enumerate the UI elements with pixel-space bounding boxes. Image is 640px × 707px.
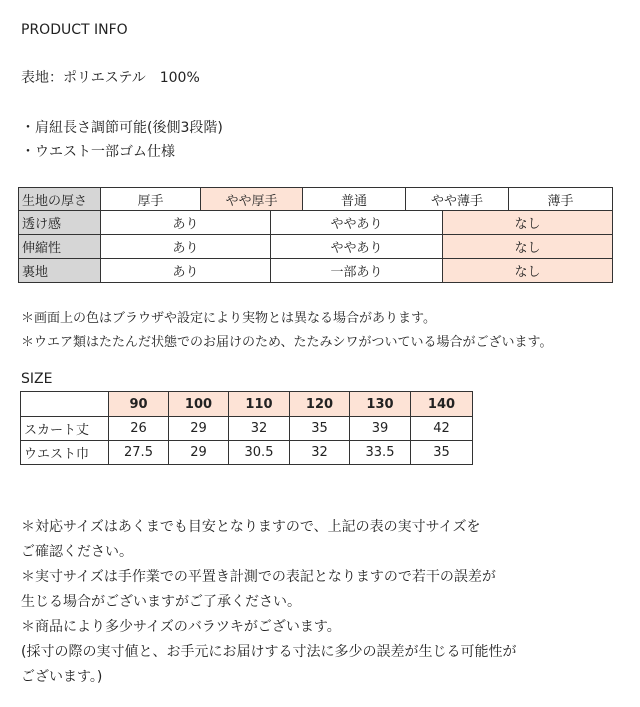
size-row-label: ウエスト巾 xyxy=(21,441,109,465)
page-title: PRODUCT INFO xyxy=(21,22,128,38)
size-header: 130 xyxy=(350,392,411,417)
size-cell: 29 xyxy=(169,417,229,441)
size-header-blank xyxy=(21,392,109,417)
size-cell: 27.5 xyxy=(109,441,169,465)
size-cell: 33.5 xyxy=(350,441,411,465)
size-cell: 35 xyxy=(290,417,350,441)
size-cell: 32 xyxy=(229,417,290,441)
feature-line: ・ウエスト一部ゴム仕様 xyxy=(21,144,175,160)
size-header: 110 xyxy=(229,392,290,417)
thickness-option: 薄手 xyxy=(509,188,613,211)
thickness-option: 普通 xyxy=(303,188,406,211)
note-line: 生じる場合がございますがご了承ください。 xyxy=(21,594,301,610)
thickness-option: 厚手 xyxy=(101,188,201,211)
size-cell: 29 xyxy=(169,441,229,465)
note-line: ＊ウエア類はたたんだ状態でのお届けのため、たたみシワがついている場合がございます。 xyxy=(21,335,553,350)
thickness-label: 生地の厚さ xyxy=(19,188,101,211)
feature-line: ・肩紐長さ調節可能(後側3段階) xyxy=(21,120,223,136)
note-line: (採寸の際の実寸値と、お手元にお届けする寸法に多少の誤差が生じる可能性が xyxy=(21,644,517,660)
material-text: 表地：ポリエステル 100% xyxy=(21,70,200,86)
size-cell: 32 xyxy=(290,441,350,465)
size-cell: 39 xyxy=(350,417,411,441)
size-cell: 30.5 xyxy=(229,441,290,465)
spec-option: ややあり xyxy=(271,211,443,235)
size-row-label: スカート丈 xyxy=(21,417,109,441)
note-line: ございます。) xyxy=(21,669,103,685)
spec-row-label: 透け感 xyxy=(19,211,101,235)
spec-option: あり xyxy=(101,211,271,235)
note-line: ＊商品により多少サイズのバラツキがございます。 xyxy=(21,619,341,635)
size-table xyxy=(20,391,473,465)
spec-option-selected: なし xyxy=(443,235,613,259)
size-header: 100 xyxy=(169,392,229,417)
size-header: 120 xyxy=(290,392,350,417)
note-line: ＊実寸サイズは手作業での平置き計測での表記となりますので若干の誤差が xyxy=(21,569,496,585)
note-line: ご確認ください。 xyxy=(21,544,133,560)
spec-option: 一部あり xyxy=(271,259,443,283)
spec-option-selected: なし xyxy=(443,211,613,235)
size-cell: 35 xyxy=(411,441,473,465)
spec-row-label: 伸縮性 xyxy=(19,235,101,259)
size-title: SIZE xyxy=(21,371,53,387)
thickness-option: やや薄手 xyxy=(406,188,509,211)
spec-option-selected: なし xyxy=(443,259,613,283)
size-header: 140 xyxy=(411,392,473,417)
spec-option: ややあり xyxy=(271,235,443,259)
note-line: ＊画面上の色はブラウザや設定により実物とは異なる場合があります。 xyxy=(21,311,436,326)
spec-table xyxy=(18,210,613,283)
thickness-table xyxy=(18,187,613,211)
thickness-option-selected: やや厚手 xyxy=(201,188,303,211)
spec-row-label: 裏地 xyxy=(19,259,101,283)
note-line: ＊対応サイズはあくまでも目安となりますので、上記の表の実寸サイズを xyxy=(21,519,481,535)
spec-option: あり xyxy=(101,259,271,283)
size-header: 90 xyxy=(109,392,169,417)
spec-option: あり xyxy=(101,235,271,259)
size-cell: 42 xyxy=(411,417,473,441)
size-cell: 26 xyxy=(109,417,169,441)
